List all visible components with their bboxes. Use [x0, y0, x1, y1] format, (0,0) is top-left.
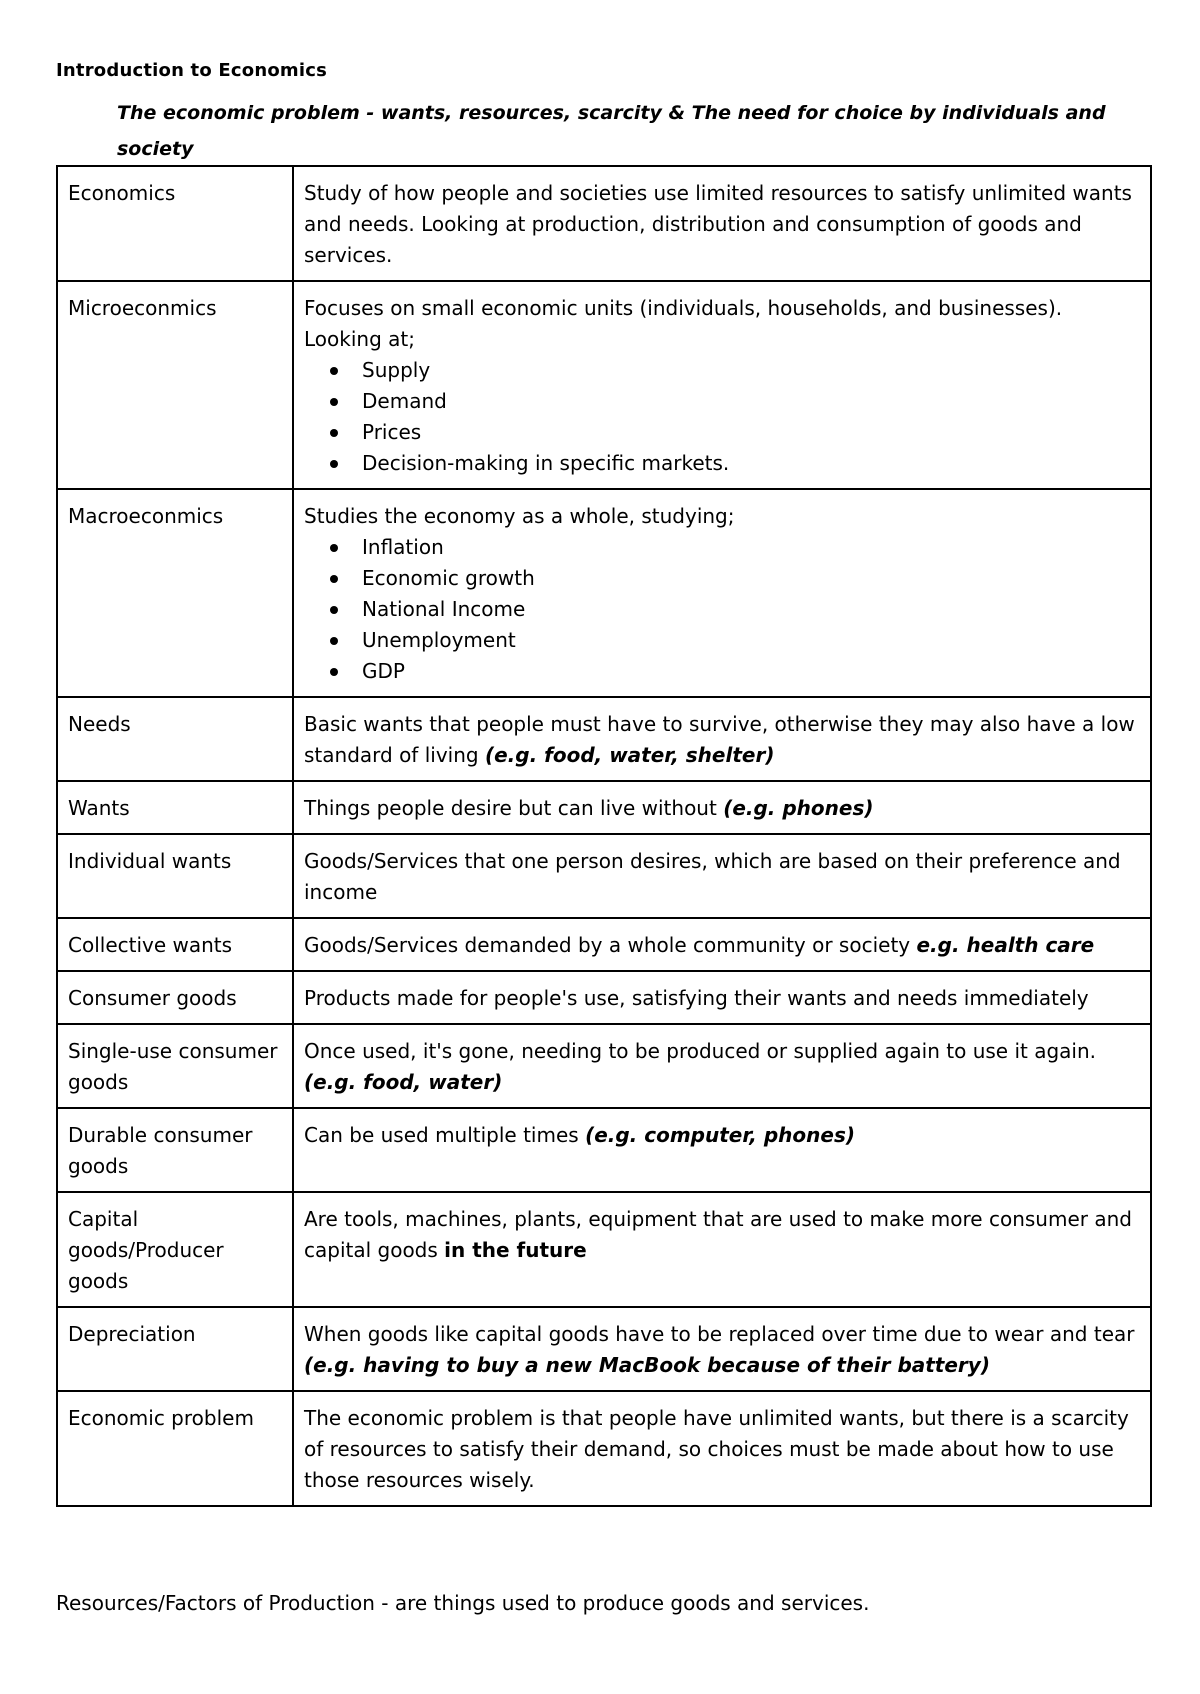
definition-cell	[293, 489, 1151, 697]
bullet-item: Demand	[362, 386, 1140, 417]
bullet-item: Decision-making in specific markets.	[362, 448, 1140, 479]
definition-text: Once used, it's gone, needing to be produced or supplied again to use it again.	[304, 1039, 1097, 1063]
term-text: Durable consumer goods	[68, 1123, 253, 1178]
term-cell	[57, 918, 293, 971]
example-text: (e.g. computer, phones)	[585, 1123, 855, 1147]
definition-text: When goods like capital goods have to be replaced over time due to wear and tear	[304, 1322, 1135, 1346]
glossary-table	[56, 165, 1152, 1507]
table-row	[57, 834, 1151, 918]
term-text: Needs	[68, 712, 131, 736]
bullet-item: Supply	[362, 355, 1140, 386]
definition-cell	[293, 1108, 1151, 1192]
page-subtitle: The economic problem - wants, resources, scarcity & The need for choice by individuals and society	[117, 102, 1106, 160]
definition-cell	[293, 1024, 1151, 1108]
term-text: Collective wants	[68, 933, 233, 957]
definition-cell	[293, 1307, 1151, 1391]
term-text: Macroeconmics	[68, 504, 224, 528]
example-text: e.g. health care	[916, 933, 1095, 957]
term-text: Depreciation	[68, 1322, 196, 1346]
table-row	[57, 1391, 1151, 1506]
definition-cell	[293, 166, 1151, 281]
table-row	[57, 697, 1151, 781]
bullet-item: Prices	[362, 417, 1140, 448]
term-cell	[57, 781, 293, 834]
term-cell	[57, 834, 293, 918]
bullet-item: Inflation	[362, 532, 1140, 563]
definition-cell	[293, 971, 1151, 1024]
emphasis-text: in the future	[444, 1238, 587, 1262]
example-text: (e.g. phones)	[723, 796, 874, 820]
bullet-item: GDP	[362, 656, 1140, 687]
term-cell	[57, 1108, 293, 1192]
definition-text: Things people desire but can live without	[304, 796, 717, 820]
term-cell	[57, 1307, 293, 1391]
definition-text: Study of how people and societies use limited resources to satisfy unlimited wants and needs. Looking at production, distribution and consumption of goods and services.	[304, 181, 1132, 267]
definition-text: Goods/Services that one person desires, which are based on their preference and income	[304, 849, 1121, 904]
resources-definition: Resources/Factors of Production - are things used to produce goods and services.	[56, 1591, 870, 1615]
term-cell	[57, 1024, 293, 1108]
table-row	[57, 781, 1151, 834]
term-text: Single-use consumer goods	[68, 1039, 278, 1094]
definition-cell	[293, 781, 1151, 834]
definition-text: Goods/Services demanded by a whole community or society	[304, 933, 911, 957]
bullet-list	[304, 355, 1140, 479]
definition-text: Can be used multiple times	[304, 1123, 579, 1147]
table-row	[57, 166, 1151, 281]
definition-cell	[293, 281, 1151, 489]
term-text: Wants	[68, 796, 130, 820]
term-cell	[57, 697, 293, 781]
table-row	[57, 1192, 1151, 1307]
table-row	[57, 971, 1151, 1024]
bullet-list	[304, 532, 1140, 687]
table-row	[57, 918, 1151, 971]
table-row	[57, 1024, 1151, 1108]
page-title: Introduction to Economics	[56, 60, 328, 81]
example-text: (e.g. food, water, shelter)	[484, 743, 775, 767]
term-text: Consumer goods	[68, 986, 237, 1010]
term-cell	[57, 1391, 293, 1506]
term-text: Economics	[68, 181, 176, 205]
term-text: Economic problem	[68, 1406, 254, 1430]
bullet-item: Economic growth	[362, 563, 1140, 594]
term-cell	[57, 281, 293, 489]
bullet-item: National Income	[362, 594, 1140, 625]
definition-cell	[293, 918, 1151, 971]
definition-text: Products made for people's use, satisfying their wants and needs immediately	[304, 986, 1089, 1010]
table-row	[57, 281, 1151, 489]
term-cell	[57, 166, 293, 281]
term-text: Capital goods/Producer goods	[68, 1207, 224, 1293]
definition-text: Studies the economy as a whole, studying;	[304, 504, 735, 528]
definition-cell	[293, 1192, 1151, 1307]
definition-cell	[293, 834, 1151, 918]
example-text: (e.g. having to buy a new MacBook because of their battery)	[304, 1353, 990, 1377]
term-text: Microeconmics	[68, 296, 217, 320]
term-text: Individual wants	[68, 849, 232, 873]
term-cell	[57, 1192, 293, 1307]
definition-text: Focuses on small economic units (individuals, households, and businesses). Looking at;	[304, 296, 1063, 351]
term-cell	[57, 971, 293, 1024]
definition-cell	[293, 697, 1151, 781]
table-row	[57, 1307, 1151, 1391]
definition-text: Are tools, machines, plants, equipment that are used to make more consumer and capital goods	[304, 1207, 1132, 1262]
table-row	[57, 1108, 1151, 1192]
glossary-body	[57, 166, 1151, 1506]
example-text: (e.g. food, water)	[304, 1070, 503, 1094]
bullet-item: Unemployment	[362, 625, 1140, 656]
definition-cell	[293, 1391, 1151, 1506]
definition-text: The economic problem is that people have unlimited wants, but there is a scarcity of resources to satisfy their demand, so choices must be made about how to use those resources wisely.	[304, 1406, 1129, 1492]
definition-text: Basic wants that people must have to survive, otherwise they may also have a low standard of living	[304, 712, 1135, 767]
table-row	[57, 489, 1151, 697]
term-cell	[57, 489, 293, 697]
